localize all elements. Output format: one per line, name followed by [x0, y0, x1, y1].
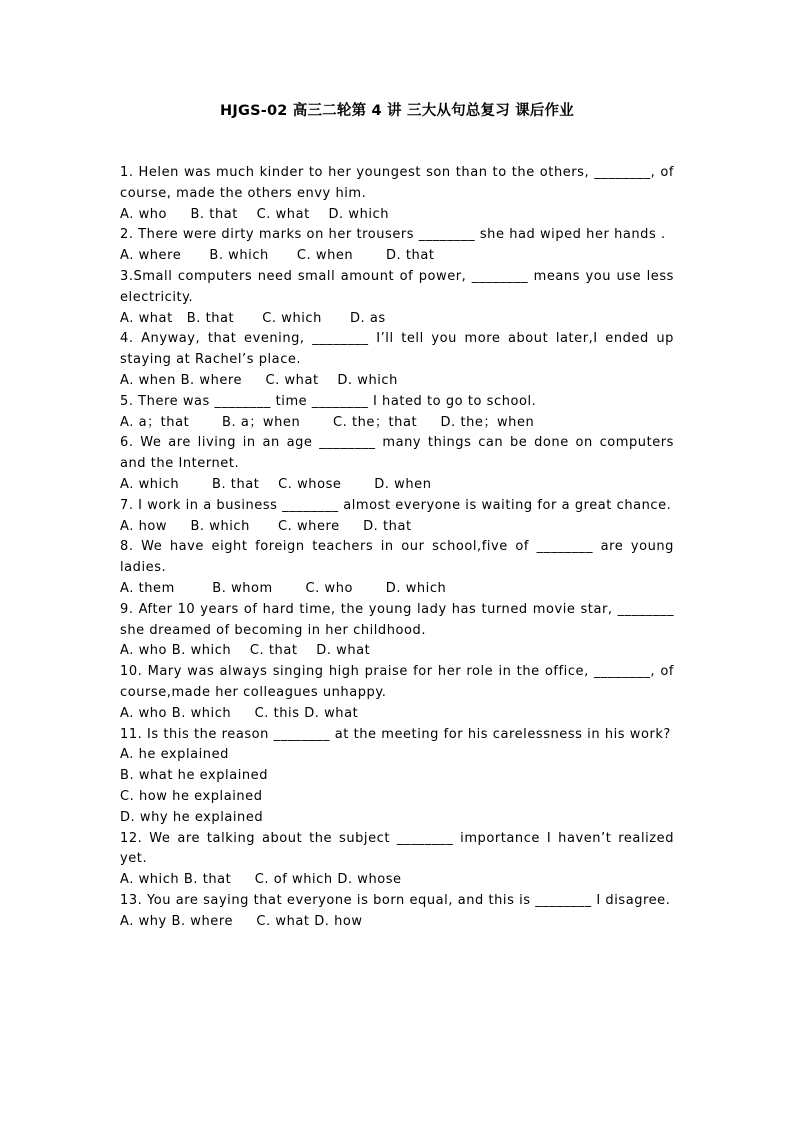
- question-options: A. who B. that C. what D. which: [120, 206, 390, 222]
- question-stem: 10. Mary was always singing high praise for her role in the office, ________, of course,made her colleagues unhappy.: [120, 664, 674, 700]
- question: [120, 225, 674, 267]
- question-options: A. which B. that C. whose D. when: [120, 476, 432, 492]
- question-options: A. them B. whom C. who D. which: [120, 580, 447, 596]
- question-options: A. why B. where C. what D. how: [120, 913, 363, 929]
- question-stem: 6. We are living in an age ________ many things can be done on computers and the Internet.: [120, 435, 674, 472]
- question-option: B. what he explained: [120, 768, 269, 784]
- question-stem: 4. Anyway, that evening, ________ I’ll tell you more about later,I ended up staying at Rachel’s place.: [120, 331, 674, 368]
- question: [120, 392, 674, 434]
- question-stem: 11. Is this the reason ________ at the meeting for his carelessness in his work?: [120, 726, 671, 742]
- question-stem: 9. After 10 years of hard time, the young lady has turned movie star, ________ she dreamed of becoming in her childhood.: [120, 601, 674, 638]
- question: [120, 267, 674, 329]
- question: [120, 496, 674, 538]
- question: [120, 537, 674, 599]
- question-options: A. who B. which C. this D. what: [120, 705, 359, 721]
- question: [120, 433, 674, 495]
- question-stem: 1. Helen was much kinder to her youngest son than to the others, ________, of course, made the others envy him.: [120, 165, 674, 201]
- question-stem: 3.Small computers need small amount of power, ________ means you use less electricity.: [120, 268, 674, 305]
- question-options: A. where B. which C. when D. that: [120, 248, 435, 264]
- question-option: D. why he explained: [120, 809, 264, 825]
- question-list: [120, 163, 674, 932]
- question-stem: 2. There were dirty marks on her trousers ________ she had wiped her hands .: [120, 227, 666, 243]
- question: [120, 600, 674, 662]
- question-stem: 5. There was ________ time ________ I hated to go to school.: [120, 393, 537, 409]
- question-options: A. when B. where C. what D. which: [120, 372, 398, 388]
- question: [120, 329, 674, 391]
- question-stem: 12. We are talking about the subject ________ importance I haven’t realized yet.: [120, 830, 674, 867]
- question: [120, 662, 674, 724]
- question-options: A. which B. that C. of which D. whose: [120, 872, 402, 888]
- question-options: A. who B. which C. that D. what: [120, 643, 371, 659]
- question: [120, 725, 674, 829]
- question-options: A. a；that B. a；when C. the；that D. the；when: [120, 414, 535, 430]
- question: [120, 829, 674, 891]
- question-stem: 8. We have eight foreign teachers in our school,five of ________ are young ladies.: [120, 539, 674, 576]
- question-option: C. how he explained: [120, 788, 263, 804]
- question: [120, 163, 674, 225]
- page-title: HJGS-02 高三二轮第 4 讲 三大从句总复习 课后作业: [220, 103, 574, 119]
- question: [120, 891, 674, 933]
- question-option: A. he explained: [120, 747, 229, 763]
- question-stem: 13. You are saying that everyone is born equal, and this is ________ I disagree.: [120, 892, 671, 908]
- question-options: A. what B. that C. which D. as: [120, 310, 386, 326]
- question-stem: 7. I work in a business ________ almost everyone is waiting for a great chance.: [120, 497, 672, 513]
- question-options: A. how B. which C. where D. that: [120, 518, 412, 534]
